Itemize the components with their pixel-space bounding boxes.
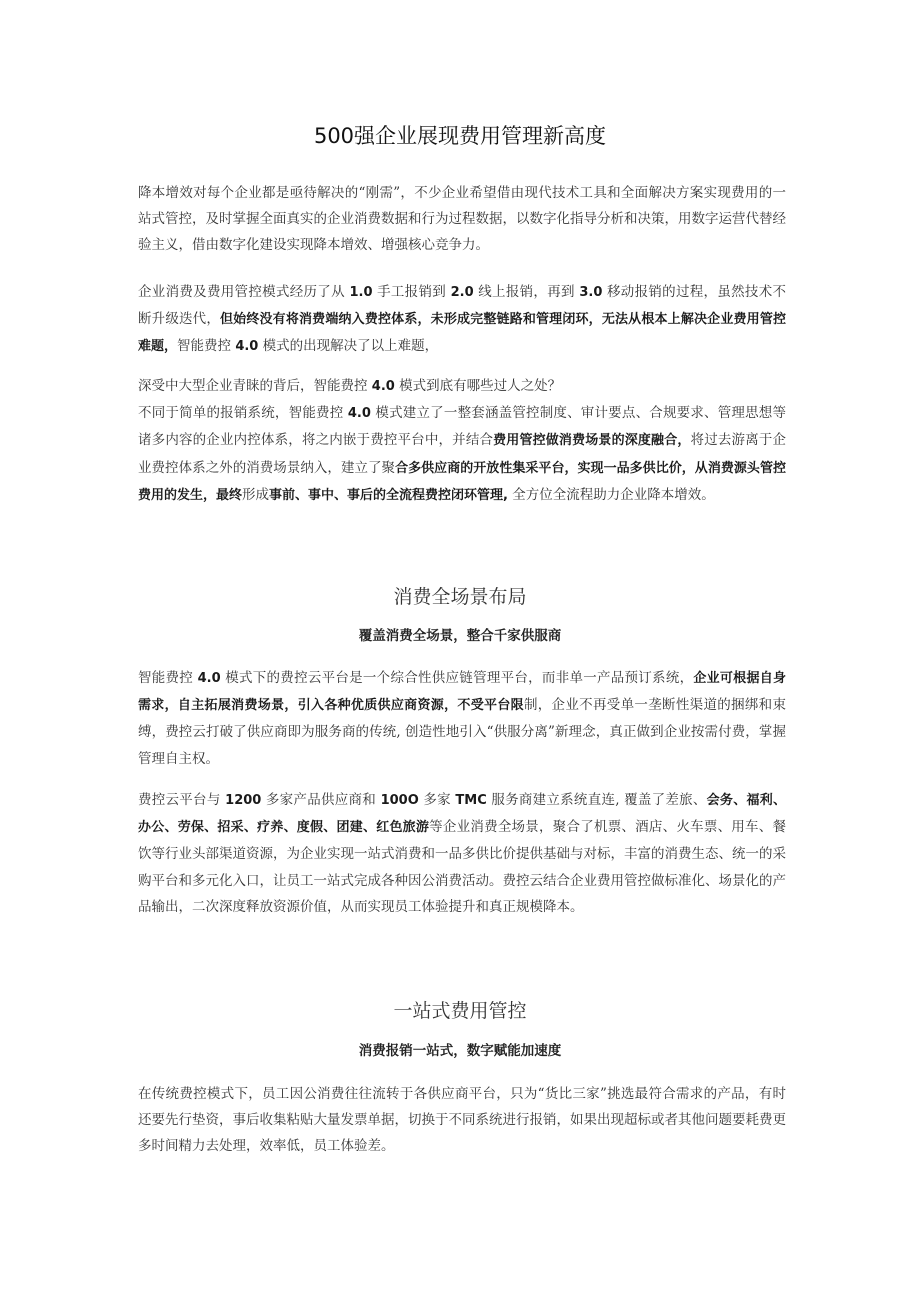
text-run: 降本增效对每个企业都是亟待解决的“刚需”，不少企业希望借由现代技术工具和全面解决方案实现费用的一站式管控，及时掌握全面真实的企业消费数据和行为过程数据，以数字化指导分析和决策，用数字运营代替经验主义，借由数字化建设实现降本增效、增强核心竞争力。 xyxy=(138,185,786,254)
text-run: 等企业消费全场景，聚合了机票、酒店、火车票、用车、餐饮等行业头部渠道资源，为企业实现一站式消费和一品多供比价提供基础与对标，丰富的消费生态、统一的采购平台和多元化入口，让员工一站式完成各种因公消费活动。费控云结合企业费用管控做标准化、场景化的产品输出，二次深度释放资源价值，从而实现员工体验提升和真正规模降本。 xyxy=(138,819,786,915)
paragraph xyxy=(138,373,786,509)
bold-text-run: 4.0 xyxy=(347,406,371,422)
paragraph xyxy=(138,665,786,772)
paragraph xyxy=(138,279,786,361)
text-run: 制，企业不再受单一垄断性渠道的捆绑和束缚，费控云打破了供应商即为服务商的传统, 创造性地引入“供服分离”新理念，真正做到企业按需付费，掌握管理自主权。 xyxy=(138,697,786,767)
text-run: 智能费控 xyxy=(138,670,198,686)
text-run: 企业消费及费用管控模式经历了从 xyxy=(138,284,350,300)
text-run: 费控云平台与 xyxy=(138,792,226,808)
bold-text-run: 1200 xyxy=(225,793,262,808)
text-run: 全方位全流程助力企业降本增效。 xyxy=(507,486,715,503)
bold-text-run: 但始终没有将消费端纳入费控体系，未形成完整链路和管理闭环，无法从根本上解决企业费用管控难题， xyxy=(138,312,786,355)
text-run: 线上报销，再到 xyxy=(473,284,580,300)
bold-text-run: 2.0 xyxy=(450,285,474,300)
text-run: 模式下的费控云平台是一个综合性供应链管理平台，而非单一产品预订系统， xyxy=(220,670,694,686)
paragraph xyxy=(138,787,786,920)
text-run: 在传统费控模式下，员工因公消费往往流转于各供应商平台，只为“货比三家”挑选最符合需求的产品，有时还要先行垫资，事后收集粘贴大量发票单据，切换于不同系统进行报销，如果出现超标或者其他问题要耗费更多时间精力去处理，效率低，员工体验差。 xyxy=(138,1086,786,1155)
text-run: 多家产品供应商和 xyxy=(261,792,381,808)
bold-text-run: 1.0 xyxy=(349,285,373,300)
text-run: 不同于简单的报销系统，智能费控 xyxy=(138,405,348,422)
bold-text-run: 企业可根据自身需求，自主拓展消费场景，引入各种优质供应商资源，不受平台限 xyxy=(138,671,786,714)
text-run: 移动报销的过程，虽然技术不断升级迭代， xyxy=(138,284,786,328)
section-heading: 消费全场景布局 xyxy=(393,586,527,608)
bold-text-run: 3.0 xyxy=(579,285,603,300)
section-subheading: 消费报销一站式，数字赋能加速度 xyxy=(358,1043,562,1059)
text-run: 多家 xyxy=(418,792,456,808)
bold-text-run: 事前、事中、事后的全流程费控闭环管理, xyxy=(269,487,508,503)
text-run: 模式建立了一整套涵盖管控制度、审计要点、合规要求、管理思想等诸多内容的企业内控体系，将之内嵌于费控平台中，并结合 xyxy=(138,405,787,449)
paragraph xyxy=(138,1081,786,1160)
bold-text-run: 4.0 xyxy=(235,339,259,355)
bold-text-run: 费用管控做消费场景的深度融合， xyxy=(493,433,691,449)
text-run: 模式到底有哪些过人之处？ xyxy=(394,378,562,394)
text-run: 模式的出现解决了以上难题， xyxy=(258,338,439,355)
text-run: 形成 xyxy=(242,486,270,503)
bold-text-run: 4.0 xyxy=(371,379,395,394)
text-run: 智能费控 xyxy=(177,338,236,355)
text-run: 服务商建立系统直连, 覆盖了差旅、 xyxy=(486,792,707,808)
text-run: 深受中大型企业青睐的背后，智能费控 xyxy=(138,378,372,394)
bold-text-run: 合多供应商的开放性集采平台，实现一品多供比价，从消费源头管控费用的发生，最终 xyxy=(138,460,786,503)
bold-text-run: 会务、福利、办公、劳保、招采、疗养、度假、团建、红色旅游 xyxy=(138,793,786,836)
page-title: 500强企业展现费用管理新高度 xyxy=(313,124,607,148)
bold-text-run: TMC xyxy=(455,793,487,808)
paragraph xyxy=(138,180,786,259)
text-run: 手工报销到 xyxy=(372,284,451,300)
section-subheading: 覆盖消费全场景，整合千家供服商 xyxy=(358,628,562,644)
bold-text-run: 4.0 xyxy=(197,671,221,686)
section-heading: 一站式费用管控 xyxy=(393,1000,527,1022)
text-run: 将过去游离于企业费控体系之外的消费场景纳入，建立了聚 xyxy=(138,432,786,476)
bold-text-run: 100O xyxy=(380,793,419,808)
